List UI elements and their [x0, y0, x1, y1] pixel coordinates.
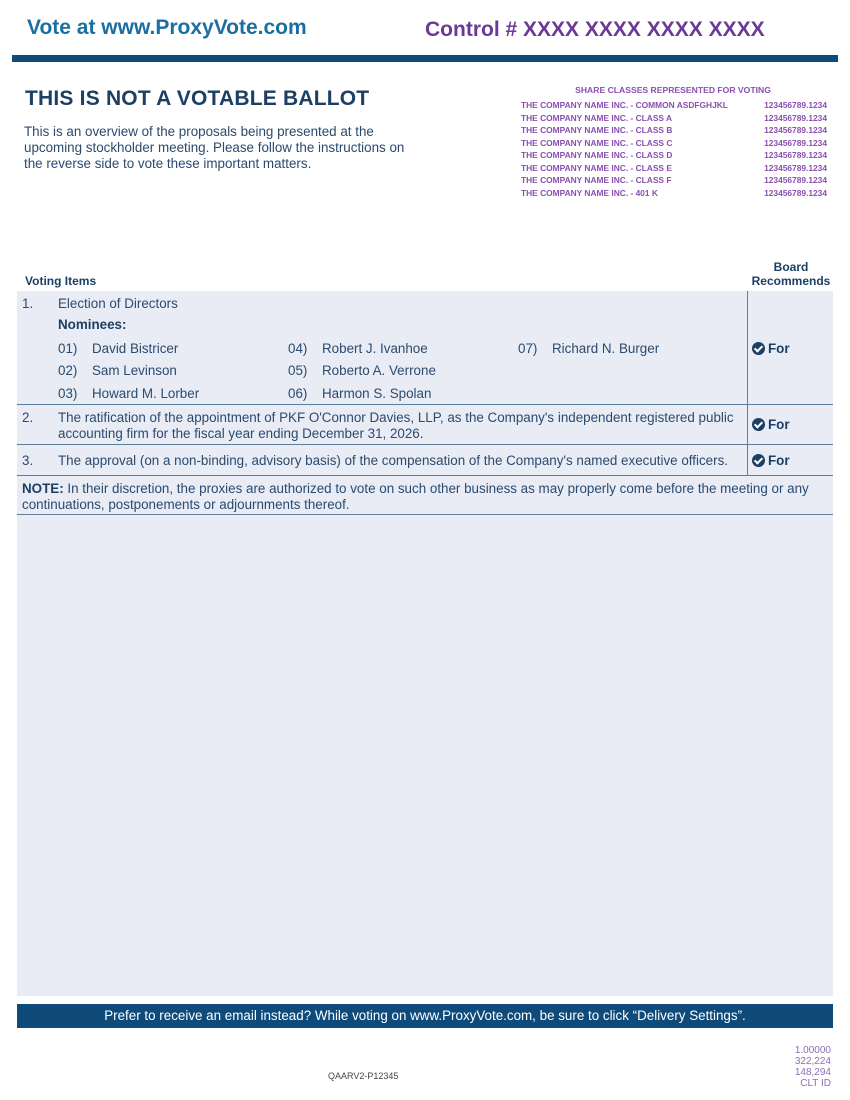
share-class-value: 123456789.1234	[764, 162, 827, 173]
document-code: CLT ID	[800, 1078, 831, 1089]
nominee-name: David Bistricer	[92, 341, 179, 356]
row-divider	[17, 444, 833, 445]
item-number: 1.	[22, 296, 34, 311]
page-title: THIS IS NOT A VOTABLE BALLOT	[25, 87, 370, 110]
nominee-name: Roberto A. Verrone	[322, 363, 436, 378]
item-text: The ratification of the appointment of PKF O'Connor Davies, LLP, as the Company's independent registered public accounting firm for the fiscal year ending December 31, 2026.	[58, 410, 734, 441]
checkmark-icon	[752, 418, 765, 431]
row-divider	[17, 404, 833, 405]
share-class-row	[521, 125, 827, 138]
share-class-value: 123456789.1234	[764, 137, 827, 148]
nominee	[288, 386, 431, 401]
document-code: 148,294	[794, 1067, 831, 1078]
share-class-name: THE COMPANY NAME INC. - CLASS F	[521, 175, 672, 185]
nominee-number: 03)	[58, 386, 78, 401]
recommendation-label: For	[768, 453, 790, 468]
item-number: 2.	[22, 410, 34, 425]
control-number: Control # XXXX XXXX XXXX XXXX	[425, 18, 765, 41]
share-class-value: 123456789.1234	[764, 150, 827, 160]
share-class-name: THE COMPANY NAME INC. - CLASS D	[521, 150, 673, 160]
nominee-name: Sam Levinson	[92, 363, 177, 378]
share-class-value: 123456789.1234	[764, 175, 827, 185]
item-number: 3.	[22, 453, 34, 468]
recommendation-label: For	[768, 417, 790, 432]
document-code: 1.00000	[794, 1045, 831, 1056]
nominee-name: Harmon S. Spolan	[322, 386, 432, 401]
share-class-name: THE COMPANY NAME INC. - 401 K	[521, 187, 658, 198]
board-recommendation	[752, 341, 790, 356]
nominee-name: Richard N. Burger	[552, 341, 660, 356]
nominee-number: 06)	[288, 386, 308, 401]
recommendation-column-divider	[747, 291, 748, 475]
note-body: In their discretion, the proxies are authorized to vote on such other business as may properly come before the meeting or any continuations, postponements or adjournments thereof.	[22, 481, 809, 512]
share-class-row	[521, 138, 827, 151]
share-classes-list	[521, 100, 827, 200]
recommendation-label: For	[768, 341, 790, 356]
share-class-value: 123456789.1234	[764, 187, 827, 198]
nominee-number: 04)	[288, 341, 308, 356]
share-class-row	[521, 175, 827, 188]
job-code: QAARV2-P12345	[328, 1071, 399, 1081]
item-text: The approval (on a non-binding, advisory basis) of the compensation of the Company's named executive officers.	[58, 453, 728, 468]
share-class-value: 123456789.1234	[764, 100, 827, 110]
nominees-heading: Nominees:	[58, 317, 127, 332]
share-class-row	[521, 150, 827, 163]
checkmark-icon	[752, 454, 765, 467]
nominee-number: 07)	[518, 341, 538, 356]
note-text	[22, 481, 822, 512]
share-class-value: 123456789.1234	[764, 112, 827, 123]
nominee	[288, 363, 436, 378]
nominee-number: 05)	[288, 363, 308, 378]
nominee	[58, 363, 177, 378]
board-recommends-line1: Board	[773, 260, 809, 274]
nominee	[58, 386, 199, 401]
email-delivery-banner: Prefer to receive an email instead? While voting on www.ProxyVote.com, be sure to click “Delivery Settings”.	[17, 1004, 833, 1028]
nominee	[288, 341, 428, 356]
share-class-name: THE COMPANY NAME INC. - CLASS B	[521, 125, 673, 135]
share-class-row	[521, 163, 827, 176]
share-class-name: THE COMPANY NAME INC. - CLASS E	[521, 162, 672, 173]
share-class-row	[521, 113, 827, 126]
share-class-row	[521, 100, 827, 113]
item-text: Election of Directors	[58, 296, 178, 311]
board-recommendation	[752, 453, 790, 468]
share-class-row	[521, 188, 827, 201]
share-class-name: THE COMPANY NAME INC. - CLASS A	[521, 112, 673, 123]
nominee-name: Robert J. Ivanhoe	[322, 341, 428, 356]
board-recommends-line2: Recommends	[751, 273, 831, 288]
voting-items-header: Voting Items	[25, 274, 97, 288]
board-recommends-header	[748, 261, 834, 288]
note-label: NOTE:	[22, 481, 64, 496]
proxyvote-url-heading: Vote at www.ProxyVote.com	[27, 16, 307, 39]
intro-text: This is an overview of the proposals being presented at the upcoming stockholder meeting. Please follow the instructions on the reverse side to vote these important matters.	[24, 124, 405, 171]
document-codes	[760, 1045, 831, 1089]
document-code: 322,224	[794, 1056, 831, 1067]
checkmark-icon	[752, 342, 765, 355]
nominee	[518, 341, 659, 356]
nominee-number: 01)	[58, 341, 78, 356]
share-class-name: THE COMPANY NAME INC. - CLASS C	[521, 137, 673, 148]
row-divider	[17, 514, 833, 515]
share-classes-heading: SHARE CLASSES REPRESENTED FOR VOTING	[575, 85, 771, 95]
header-divider	[12, 55, 838, 62]
board-recommendation	[752, 417, 790, 432]
share-class-name: THE COMPANY NAME INC. - COMMON ASDFGHJKL	[521, 100, 728, 110]
nominee	[58, 341, 178, 356]
share-class-value: 123456789.1234	[764, 125, 827, 135]
nominee-name: Howard M. Lorber	[92, 386, 200, 401]
row-divider	[17, 475, 833, 476]
nominee-number: 02)	[58, 363, 78, 378]
